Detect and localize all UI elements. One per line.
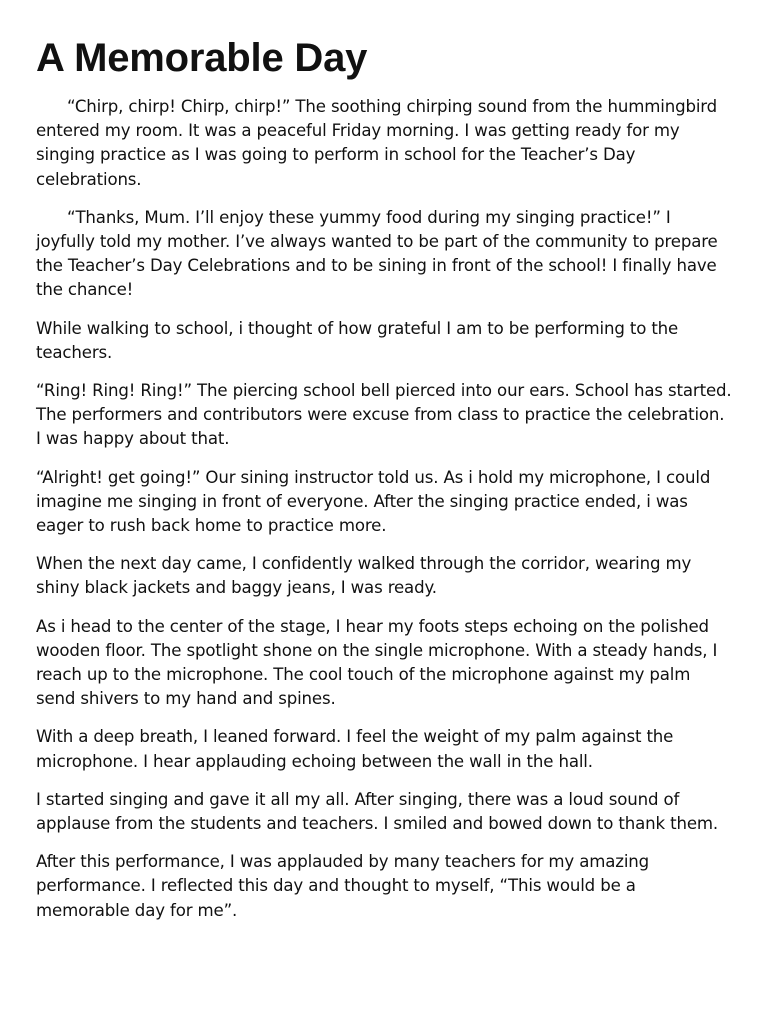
document-title: A Memorable Day [36, 36, 368, 80]
paragraph-9: I started singing and gave it all my all. After singing, there was a loud sound of applause from the students and teachers. I smiled and bowed down to thank them. [36, 789, 719, 834]
paragraph-1: “Chirp, chirp! Chirp, chirp!” The soothing chirping sound from the hummingbird entered my room. It was a peaceful Friday morning. I was getting ready for my singing practice as I was going to perform in school for the Teacher’s Day celebrations. [36, 97, 718, 189]
paragraph-7: As i head to the center of the stage, I hear my foots steps echoing on the polished wooden floor. The spotlight shone on the single microphone. With a steady hands, I reach up to the microphone. The cool touch of the microphone against my palm send shivers to my hand and spines. [36, 616, 718, 709]
paragraph-4: “Ring! Ring! Ring!” The piercing school bell pierced into our ears. School has started. The performers and contributors were excuse from class to practice the celebration. I was happy about that. [36, 381, 732, 449]
paragraph-2: “Thanks, Mum. I’ll enjoy these yummy food during my singing practice!” I joyfully told my mother. I’ve always wanted to be part of the community to prepare the Teacher’s Day Celebrations and to be sining in front of the school! I finally have the chance! [36, 207, 718, 300]
paragraph-6: When the next day came, I confidently walked through the corridor, wearing my shiny black jackets and baggy jeans, I was ready. [36, 554, 692, 598]
paragraph-3: While walking to school, i thought of how grateful I am to be performing to the teachers. [36, 318, 679, 362]
paragraph-10: After this performance, I was applauded by many teachers for my amazing performance. I reflected this day and thought to myself, “This would be a memorable day for me”. [36, 852, 650, 920]
paragraph-5: “Alright! get going!” Our sining instructor told us. As i hold my microphone, I could imagine me singing in front of everyone. After the singing practice ended, i was eager to rush back home to practice more. [36, 467, 711, 536]
paragraph-8: With a deep breath, I leaned forward. I feel the weight of my palm against the microphone. I hear applauding echoing between the wall in the hall. [36, 727, 674, 771]
